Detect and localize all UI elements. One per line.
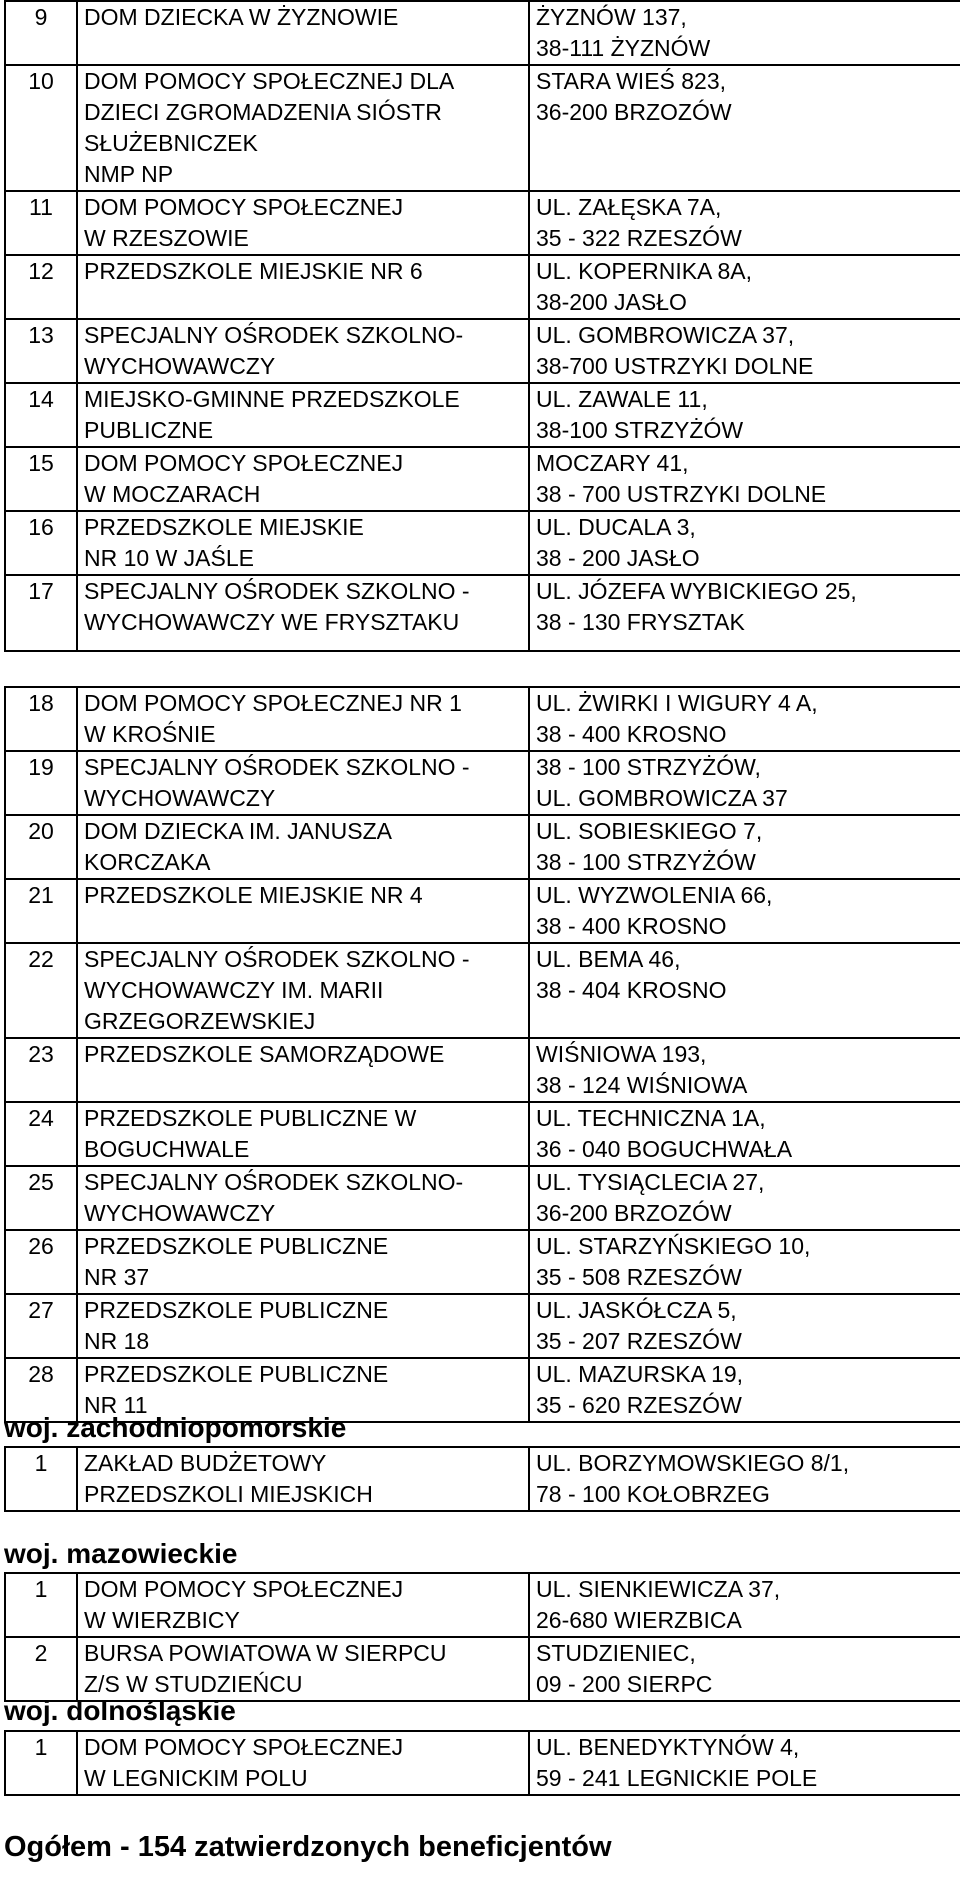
row-number: 14 (5, 383, 77, 447)
institution-name: SPECJALNY OŚRODEK SZKOLNO - WYCHOWAWCZY (77, 751, 529, 815)
row-number: 1 (5, 1447, 77, 1511)
institution-address: UL. BENEDYKTYNÓW 4, 59 - 241 LEGNICKIE POLE (529, 1731, 960, 1795)
beneficiaries-table-zachodniopomorskie (4, 1446, 960, 1512)
row-number: 11 (5, 191, 77, 255)
table-row (5, 383, 960, 447)
institution-address: UL. SOBIESKIEGO 7, 38 - 100 STRZYŻÓW (529, 815, 960, 879)
table-row (5, 65, 960, 191)
institution-address: UL. KOPERNIKA 8A, 38-200 JASŁO (529, 255, 960, 319)
beneficiaries-table-podkarpackie-part2 (4, 686, 960, 1423)
row-number: 19 (5, 751, 77, 815)
row-number: 15 (5, 447, 77, 511)
institution-name: SPECJALNY OŚRODEK SZKOLNO - WYCHOWAWCZY IM. MARII GRZEGORZEWSKIEJ (77, 943, 529, 1038)
row-number: 24 (5, 1102, 77, 1166)
institution-address: STARA WIEŚ 823, 36-200 BRZOZÓW (529, 65, 960, 191)
table-row (5, 1637, 960, 1701)
institution-name: DOM POMOCY SPOŁECZNEJ W LEGNICKIM POLU (77, 1731, 529, 1795)
beneficiaries-table-dolnoslaskie (4, 1730, 960, 1796)
institution-address: UL. WYZWOLENIA 66, 38 - 400 KROSNO (529, 879, 960, 943)
institution-address: UL. TECHNICZNA 1A, 36 - 040 BOGUCHWAŁA (529, 1102, 960, 1166)
table-row (5, 879, 960, 943)
institution-name: DOM POMOCY SPOŁECZNEJ NR 1 W KROŚNIE (77, 687, 529, 751)
table-row (5, 191, 960, 255)
beneficiaries-table-mazowieckie (4, 1572, 960, 1702)
institution-address: UL. ZAWALE 11, 38-100 STRZYŻÓW (529, 383, 960, 447)
institution-name: PRZEDSZKOLE PUBLICZNE NR 37 (77, 1230, 529, 1294)
row-number: 25 (5, 1166, 77, 1230)
row-number: 26 (5, 1230, 77, 1294)
table-row (5, 447, 960, 511)
row-number: 21 (5, 879, 77, 943)
institution-name: DOM DZIECKA W ŻYZNOWIE (77, 1, 529, 65)
institution-address: UL. STARZYŃSKIEGO 10, 35 - 508 RZESZÓW (529, 1230, 960, 1294)
row-number: 12 (5, 255, 77, 319)
row-number: 20 (5, 815, 77, 879)
row-number: 28 (5, 1358, 77, 1422)
institution-name: DOM POMOCY SPOŁECZNEJ W RZESZOWIE (77, 191, 529, 255)
institution-name: PRZEDSZKOLE PUBLICZNE NR 18 (77, 1294, 529, 1358)
row-number: 9 (5, 1, 77, 65)
institution-name: PRZEDSZKOLE MIEJSKIE NR 6 (77, 255, 529, 319)
total-beneficiaries-summary: Ogółem - 154 zatwierdzonych beneficjentów (4, 1831, 612, 1863)
institution-address: UL. ŻWIRKI I WIGURY 4 A, 38 - 400 KROSNO (529, 687, 960, 751)
institution-name: SPECJALNY OŚRODEK SZKOLNO- WYCHOWAWCZY (77, 319, 529, 383)
institution-address: UL. MAZURSKA 19, 35 - 620 RZESZÓW (529, 1358, 960, 1422)
institution-address: UL. JASKÓŁCZA 5, 35 - 207 RZESZÓW (529, 1294, 960, 1358)
row-number: 2 (5, 1637, 77, 1701)
institution-address: ŻYZNÓW 137, 38-111 ŻYZNÓW (529, 1, 960, 65)
row-number: 1 (5, 1573, 77, 1637)
institution-name: PRZEDSZKOLE PUBLICZNE NR 11 (77, 1358, 529, 1422)
table-row (5, 1294, 960, 1358)
institution-name: DOM DZIECKA IM. JANUSZA KORCZAKA (77, 815, 529, 879)
row-number: 13 (5, 319, 77, 383)
institution-name: DOM POMOCY SPOŁECZNEJ DLA DZIECI ZGROMADZENIA SIÓSTR SŁUŻEBNICZEK NMP NP (77, 65, 529, 191)
table-row (5, 1447, 960, 1511)
table-row (5, 575, 960, 651)
institution-name: MIEJSKO-GMINNE PRZEDSZKOLE PUBLICZNE (77, 383, 529, 447)
institution-address: UL. ZAŁĘSKA 7A, 35 - 322 RZESZÓW (529, 191, 960, 255)
row-number: 23 (5, 1038, 77, 1102)
institution-address: WIŚNIOWA 193, 38 - 124 WIŚNIOWA (529, 1038, 960, 1102)
row-number: 22 (5, 943, 77, 1038)
table-row (5, 1, 960, 65)
table-row (5, 1731, 960, 1795)
row-number: 10 (5, 65, 77, 191)
institution-name: PRZEDSZKOLE MIEJSKIE NR 4 (77, 879, 529, 943)
section-heading-zachodniopomorskie: woj. zachodniopomorskie (4, 1412, 347, 1443)
institution-name: PRZEDSZKOLE PUBLICZNE W BOGUCHWALE (77, 1102, 529, 1166)
table-row (5, 1038, 960, 1102)
beneficiaries-table-podkarpackie-part1 (4, 0, 960, 652)
institution-name: SPECJALNY OŚRODEK SZKOLNO - WYCHOWAWCZY WE FRYSZTAKU (77, 575, 529, 651)
institution-name: BURSA POWIATOWA W SIERPCU Z/S W STUDZIEŃCU (77, 1637, 529, 1701)
institution-name: PRZEDSZKOLE MIEJSKIE NR 10 W JAŚLE (77, 511, 529, 575)
table-row (5, 511, 960, 575)
institution-address: UL. BEMA 46, 38 - 404 KROSNO (529, 943, 960, 1038)
institution-address: UL. DUCALA 3, 38 - 200 JASŁO (529, 511, 960, 575)
table-row (5, 751, 960, 815)
row-number: 18 (5, 687, 77, 751)
institution-name: DOM POMOCY SPOŁECZNEJ W WIERZBICY (77, 1573, 529, 1637)
table-row (5, 1230, 960, 1294)
institution-address: UL. SIENKIEWICZA 37, 26-680 WIERZBICA (529, 1573, 960, 1637)
institution-address: 38 - 100 STRZYŻÓW, UL. GOMBROWICZA 37 (529, 751, 960, 815)
section-heading-dolnoslaskie: woj. dolnośląskie (4, 1695, 236, 1726)
row-number: 27 (5, 1294, 77, 1358)
section-heading-mazowieckie: woj. mazowieckie (4, 1538, 238, 1569)
institution-name: SPECJALNY OŚRODEK SZKOLNO- WYCHOWAWCZY (77, 1166, 529, 1230)
institution-name: DOM POMOCY SPOŁECZNEJ W MOCZARACH (77, 447, 529, 511)
row-number: 17 (5, 575, 77, 651)
row-number: 1 (5, 1731, 77, 1795)
table-row (5, 319, 960, 383)
table-row (5, 815, 960, 879)
institution-name: ZAKŁAD BUDŻETOWY PRZEDSZKOLI MIEJSKICH (77, 1447, 529, 1511)
table-row (5, 687, 960, 751)
institution-address: UL. TYSIĄCLECIA 27, 36-200 BRZOZÓW (529, 1166, 960, 1230)
table-row (5, 1166, 960, 1230)
table-row (5, 1573, 960, 1637)
table-row (5, 943, 960, 1038)
institution-address: UL. BORZYMOWSKIEGO 8/1, 78 - 100 KOŁOBRZEG (529, 1447, 960, 1511)
institution-address: UL. GOMBROWICZA 37, 38-700 USTRZYKI DOLNE (529, 319, 960, 383)
institution-address: STUDZIENIEC, 09 - 200 SIERPC (529, 1637, 960, 1701)
institution-name: PRZEDSZKOLE SAMORZĄDOWE (77, 1038, 529, 1102)
row-number: 16 (5, 511, 77, 575)
table-row (5, 255, 960, 319)
table-row (5, 1102, 960, 1166)
institution-address: UL. JÓZEFA WYBICKIEGO 25, 38 - 130 FRYSZTAK (529, 575, 960, 651)
institution-address: MOCZARY 41, 38 - 700 USTRZYKI DOLNE (529, 447, 960, 511)
